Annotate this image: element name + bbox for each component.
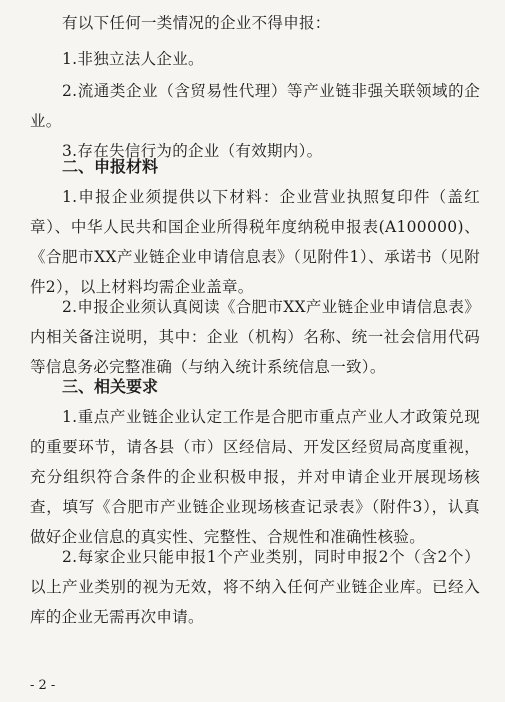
- exclusion-item-1: 1.非独立法人企业。: [62, 50, 204, 68]
- exclusion-item-2: 2.流通类企业（含贸易性代理）等产业链非强关联领域的企业。: [30, 82, 480, 130]
- intro-text: 有以下任何一类情况的企业不得申报：: [62, 14, 331, 32]
- exclusion-item-3: 3.存在失信行为的企业（有效期内）。: [62, 142, 323, 160]
- section-heading-materials: 二、申报材料: [62, 157, 159, 176]
- section-heading-requirements: 三、相关要求: [62, 377, 159, 396]
- materials-paragraph-2: 2.申报企业须认真阅读《合肥市XX产业链企业申请信息表》内相关备注说明，其中：企业（机构）名称、统一社会信用代码等信息务必完整准确（与纳入统计系统信息一致）。: [30, 298, 480, 376]
- requirements-paragraph-1: 1.重点产业链企业认定工作是合肥市重点产业人才政策兑现的重要环节，请各县（市）区经信局、开发区经贸局高度重视，充分组织符合条件的企业积极申报，并对申请企业开展现场核查，填写《合肥市产业链企业现场核查记录表》（附件3），认真做好企业信息的真实性、完整性、合规性和准确性核验。: [30, 408, 480, 546]
- requirements-paragraph-2: 2.每家企业只能申报1个产业类别，同时申报2个（含2个）以上产业类别的视为无效，将不纳入任何产业链企业库。已经入库的企业无需再次申请。: [30, 548, 480, 626]
- materials-paragraph-1: 1.申报企业须提供以下材料：企业营业执照复印件（盖红章）、中华人民共和国企业所得税年度纳税申报表(A100000)、《合肥市XX产业链企业申请信息表》（见附件1）、承诺书（见附件2），以上材料均需企业盖章。: [30, 188, 480, 296]
- page-number: - 2 -: [30, 678, 56, 693]
